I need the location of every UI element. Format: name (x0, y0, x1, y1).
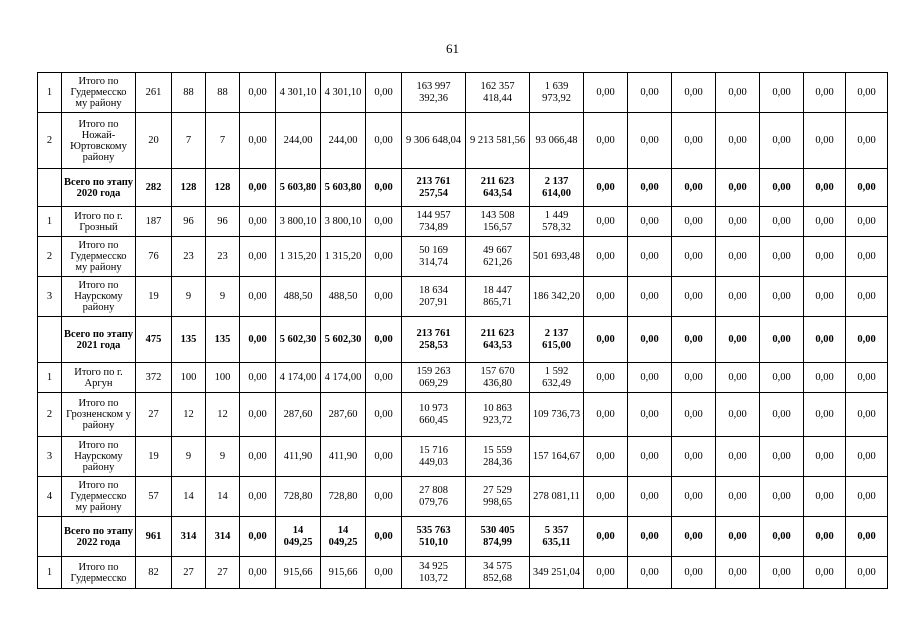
cell-col-10: 159 263 069,29 (402, 363, 466, 393)
cell-col-9: 0,00 (366, 437, 402, 477)
cell-col-12: 157 164,67 (530, 437, 584, 477)
cell-col-11: 157 670 436,80 (466, 363, 530, 393)
cell-col-16: 0,00 (716, 517, 760, 557)
cell-col-4: 7 (172, 113, 206, 169)
cell-col-6: 0,00 (240, 437, 276, 477)
cell-col-18: 0,00 (804, 393, 846, 437)
cell-col-9: 0,00 (366, 169, 402, 207)
cell-col-16: 0,00 (716, 113, 760, 169)
cell-col-5: 100 (206, 363, 240, 393)
cell-col-4: 23 (172, 237, 206, 277)
cell-col-6: 0,00 (240, 237, 276, 277)
page-number: 61 (446, 41, 459, 56)
cell-col-3: 82 (136, 557, 172, 589)
cell-col-14: 0,00 (628, 477, 672, 517)
cell-col-13: 0,00 (584, 517, 628, 557)
cell-col-6: 0,00 (240, 363, 276, 393)
cell-col-15: 0,00 (672, 437, 716, 477)
cell-row-number: 3 (38, 437, 62, 477)
cell-col-16: 0,00 (716, 477, 760, 517)
cell-col-13: 0,00 (584, 477, 628, 517)
cell-col-8: 728,80 (321, 477, 366, 517)
cell-col-17: 0,00 (760, 277, 804, 317)
cell-col-6: 0,00 (240, 73, 276, 113)
cell-col-16: 0,00 (716, 277, 760, 317)
cell-col-8: 14 049,25 (321, 517, 366, 557)
cell-col-5: 314 (206, 517, 240, 557)
cell-col-14: 0,00 (628, 237, 672, 277)
cell-col-16: 0,00 (716, 73, 760, 113)
cell-col-10: 50 169 314,74 (402, 237, 466, 277)
cell-col-9: 0,00 (366, 277, 402, 317)
cell-col-11: 162 357 418,44 (466, 73, 530, 113)
cell-territory-name: Итого по Гудермесско му району (62, 477, 136, 517)
cell-col-7: 14 049,25 (276, 517, 321, 557)
cell-col-11: 211 623 643,53 (466, 317, 530, 363)
cell-territory-name: Всего по этапу 2022 года (62, 517, 136, 557)
cell-col-13: 0,00 (584, 437, 628, 477)
table-row (38, 237, 888, 277)
cell-col-19: 0,00 (846, 113, 888, 169)
cell-row-number: 1 (38, 363, 62, 393)
cell-col-15: 0,00 (672, 363, 716, 393)
cell-territory-name: Итого по г. Грозный (62, 207, 136, 237)
cell-col-16: 0,00 (716, 169, 760, 207)
cell-territory-name: Итого по Наурскому району (62, 437, 136, 477)
cell-col-3: 261 (136, 73, 172, 113)
cell-col-6: 0,00 (240, 477, 276, 517)
cell-col-14: 0,00 (628, 317, 672, 363)
table-row (38, 207, 888, 237)
cell-col-14: 0,00 (628, 277, 672, 317)
cell-col-15: 0,00 (672, 277, 716, 317)
cell-col-10: 535 763 510,10 (402, 517, 466, 557)
cell-col-8: 411,90 (321, 437, 366, 477)
cell-col-10: 15 716 449,03 (402, 437, 466, 477)
cell-row-number (38, 317, 62, 363)
cell-territory-name: Итого по Гудермесско му району (62, 73, 136, 113)
cell-territory-name: Итого по Грозненском у району (62, 393, 136, 437)
cell-col-11: 530 405 874,99 (466, 517, 530, 557)
cell-col-14: 0,00 (628, 517, 672, 557)
cell-col-8: 4 301,10 (321, 73, 366, 113)
cell-col-4: 12 (172, 393, 206, 437)
cell-col-13: 0,00 (584, 113, 628, 169)
cell-col-13: 0,00 (584, 393, 628, 437)
cell-col-7: 5 602,30 (276, 317, 321, 363)
cell-col-15: 0,00 (672, 317, 716, 363)
cell-col-7: 915,66 (276, 557, 321, 589)
cell-territory-name: Итого по г. Аргун (62, 363, 136, 393)
cell-col-17: 0,00 (760, 393, 804, 437)
cell-col-5: 9 (206, 437, 240, 477)
cell-col-8: 5 602,30 (321, 317, 366, 363)
cell-col-17: 0,00 (760, 169, 804, 207)
cell-col-3: 282 (136, 169, 172, 207)
cell-col-18: 0,00 (804, 73, 846, 113)
cell-col-3: 19 (136, 277, 172, 317)
cell-col-17: 0,00 (760, 363, 804, 393)
cell-col-13: 0,00 (584, 317, 628, 363)
cell-col-3: 27 (136, 393, 172, 437)
cell-row-number (38, 517, 62, 557)
cell-col-9: 0,00 (366, 207, 402, 237)
cell-col-13: 0,00 (584, 169, 628, 207)
cell-col-19: 0,00 (846, 277, 888, 317)
cell-col-13: 0,00 (584, 73, 628, 113)
cell-col-9: 0,00 (366, 557, 402, 589)
cell-col-11: 34 575 852,68 (466, 557, 530, 589)
table-row (38, 363, 888, 393)
cell-col-3: 372 (136, 363, 172, 393)
cell-col-18: 0,00 (804, 437, 846, 477)
cell-col-4: 9 (172, 437, 206, 477)
cell-col-15: 0,00 (672, 477, 716, 517)
cell-col-7: 4 174,00 (276, 363, 321, 393)
cell-col-19: 0,00 (846, 477, 888, 517)
cell-col-18: 0,00 (804, 317, 846, 363)
cell-col-17: 0,00 (760, 237, 804, 277)
cell-col-14: 0,00 (628, 437, 672, 477)
cell-col-12: 5 357 635,11 (530, 517, 584, 557)
cell-col-12: 93 066,48 (530, 113, 584, 169)
table-row (38, 113, 888, 169)
cell-col-4: 14 (172, 477, 206, 517)
cell-col-6: 0,00 (240, 393, 276, 437)
cell-col-4: 135 (172, 317, 206, 363)
cell-col-17: 0,00 (760, 477, 804, 517)
cell-col-16: 0,00 (716, 557, 760, 589)
cell-territory-name: Итого по Гудермесско му району (62, 237, 136, 277)
cell-col-5: 9 (206, 277, 240, 317)
cell-col-18: 0,00 (804, 237, 846, 277)
cell-col-9: 0,00 (366, 113, 402, 169)
cell-col-18: 0,00 (804, 517, 846, 557)
cell-col-6: 0,00 (240, 207, 276, 237)
cell-col-4: 96 (172, 207, 206, 237)
cell-col-14: 0,00 (628, 557, 672, 589)
cell-col-14: 0,00 (628, 73, 672, 113)
cell-col-12: 501 693,48 (530, 237, 584, 277)
cell-col-8: 1 315,20 (321, 237, 366, 277)
cell-territory-name: Всего по этапу 2021 года (62, 317, 136, 363)
cell-col-8: 915,66 (321, 557, 366, 589)
cell-col-7: 3 800,10 (276, 207, 321, 237)
cell-col-17: 0,00 (760, 207, 804, 237)
cell-col-10: 213 761 257,54 (402, 169, 466, 207)
cell-col-18: 0,00 (804, 169, 846, 207)
cell-col-5: 135 (206, 317, 240, 363)
cell-col-18: 0,00 (804, 113, 846, 169)
cell-col-6: 0,00 (240, 517, 276, 557)
cell-col-7: 287,60 (276, 393, 321, 437)
cell-col-3: 475 (136, 317, 172, 363)
cell-col-13: 0,00 (584, 363, 628, 393)
cell-col-10: 10 973 660,45 (402, 393, 466, 437)
cell-col-9: 0,00 (366, 477, 402, 517)
cell-col-13: 0,00 (584, 557, 628, 589)
cell-col-13: 0,00 (584, 277, 628, 317)
cell-col-8: 244,00 (321, 113, 366, 169)
cell-col-7: 488,50 (276, 277, 321, 317)
cell-row-number: 3 (38, 277, 62, 317)
cell-row-number: 2 (38, 237, 62, 277)
cell-col-18: 0,00 (804, 363, 846, 393)
cell-col-5: 27 (206, 557, 240, 589)
cell-col-3: 961 (136, 517, 172, 557)
cell-col-9: 0,00 (366, 317, 402, 363)
cell-col-11: 15 559 284,36 (466, 437, 530, 477)
table-row (38, 277, 888, 317)
cell-col-19: 0,00 (846, 237, 888, 277)
cell-col-16: 0,00 (716, 393, 760, 437)
cell-col-15: 0,00 (672, 113, 716, 169)
cell-col-14: 0,00 (628, 169, 672, 207)
cell-col-4: 314 (172, 517, 206, 557)
cell-col-6: 0,00 (240, 557, 276, 589)
table-row (38, 73, 888, 113)
cell-col-9: 0,00 (366, 237, 402, 277)
cell-col-10: 144 957 734,89 (402, 207, 466, 237)
cell-col-3: 19 (136, 437, 172, 477)
data-table (37, 72, 888, 589)
table-row (38, 477, 888, 517)
stage-total-row (38, 517, 888, 557)
cell-col-4: 9 (172, 277, 206, 317)
cell-row-number: 1 (38, 557, 62, 589)
cell-col-15: 0,00 (672, 73, 716, 113)
cell-col-5: 96 (206, 207, 240, 237)
cell-col-12: 109 736,73 (530, 393, 584, 437)
cell-col-10: 34 925 103,72 (402, 557, 466, 589)
cell-col-19: 0,00 (846, 557, 888, 589)
cell-row-number: 4 (38, 477, 62, 517)
cell-col-13: 0,00 (584, 237, 628, 277)
cell-col-8: 4 174,00 (321, 363, 366, 393)
cell-col-17: 0,00 (760, 437, 804, 477)
table-row (38, 557, 888, 589)
cell-col-5: 128 (206, 169, 240, 207)
cell-col-6: 0,00 (240, 277, 276, 317)
cell-row-number: 2 (38, 113, 62, 169)
cell-col-11: 10 863 923,72 (466, 393, 530, 437)
cell-col-15: 0,00 (672, 237, 716, 277)
cell-col-12: 349 251,04 (530, 557, 584, 589)
cell-col-8: 3 800,10 (321, 207, 366, 237)
cell-col-5: 12 (206, 393, 240, 437)
cell-col-7: 728,80 (276, 477, 321, 517)
cell-row-number (38, 169, 62, 207)
cell-territory-name: Итого по Гудермесско (62, 557, 136, 589)
cell-col-3: 20 (136, 113, 172, 169)
cell-col-16: 0,00 (716, 363, 760, 393)
cell-col-15: 0,00 (672, 207, 716, 237)
stage-total-row (38, 317, 888, 363)
cell-col-5: 88 (206, 73, 240, 113)
cell-col-11: 143 508 156,57 (466, 207, 530, 237)
cell-territory-name: Итого по Наурскому району (62, 277, 136, 317)
cell-col-14: 0,00 (628, 113, 672, 169)
cell-row-number: 2 (38, 393, 62, 437)
cell-col-5: 14 (206, 477, 240, 517)
cell-col-15: 0,00 (672, 557, 716, 589)
cell-col-18: 0,00 (804, 207, 846, 237)
cell-col-4: 100 (172, 363, 206, 393)
cell-row-number: 1 (38, 73, 62, 113)
cell-territory-name: Всего по этапу 2020 года (62, 169, 136, 207)
cell-col-10: 213 761 258,53 (402, 317, 466, 363)
cell-col-6: 0,00 (240, 169, 276, 207)
cell-col-7: 1 315,20 (276, 237, 321, 277)
cell-col-17: 0,00 (760, 557, 804, 589)
cell-col-9: 0,00 (366, 363, 402, 393)
cell-territory-name: Итого по Ножай-Юртовскому району (62, 113, 136, 169)
cell-col-3: 57 (136, 477, 172, 517)
cell-col-10: 9 306 648,04 (402, 113, 466, 169)
cell-col-16: 0,00 (716, 237, 760, 277)
cell-col-4: 27 (172, 557, 206, 589)
cell-col-15: 0,00 (672, 517, 716, 557)
cell-col-19: 0,00 (846, 363, 888, 393)
cell-col-12: 186 342,20 (530, 277, 584, 317)
cell-col-12: 1 639 973,92 (530, 73, 584, 113)
cell-row-number: 1 (38, 207, 62, 237)
cell-col-13: 0,00 (584, 207, 628, 237)
cell-col-4: 128 (172, 169, 206, 207)
cell-col-19: 0,00 (846, 393, 888, 437)
cell-col-15: 0,00 (672, 393, 716, 437)
cell-col-9: 0,00 (366, 517, 402, 557)
cell-col-16: 0,00 (716, 437, 760, 477)
cell-col-19: 0,00 (846, 317, 888, 363)
cell-col-8: 287,60 (321, 393, 366, 437)
cell-col-9: 0,00 (366, 73, 402, 113)
cell-col-19: 0,00 (846, 169, 888, 207)
cell-col-3: 76 (136, 237, 172, 277)
cell-col-7: 5 603,80 (276, 169, 321, 207)
cell-col-17: 0,00 (760, 517, 804, 557)
cell-col-12: 1 449 578,32 (530, 207, 584, 237)
cell-col-11: 9 213 581,56 (466, 113, 530, 169)
cell-col-6: 0,00 (240, 113, 276, 169)
cell-col-10: 27 808 079,76 (402, 477, 466, 517)
cell-col-8: 5 603,80 (321, 169, 366, 207)
cell-col-11: 18 447 865,71 (466, 277, 530, 317)
cell-col-12: 2 137 615,00 (530, 317, 584, 363)
cell-col-14: 0,00 (628, 363, 672, 393)
cell-col-10: 18 634 207,91 (402, 277, 466, 317)
cell-col-7: 244,00 (276, 113, 321, 169)
cell-col-7: 4 301,10 (276, 73, 321, 113)
cell-col-12: 278 081,11 (530, 477, 584, 517)
cell-col-11: 49 667 621,26 (466, 237, 530, 277)
cell-col-9: 0,00 (366, 393, 402, 437)
cell-col-12: 1 592 632,49 (530, 363, 584, 393)
cell-col-11: 211 623 643,54 (466, 169, 530, 207)
cell-col-6: 0,00 (240, 317, 276, 363)
cell-col-14: 0,00 (628, 207, 672, 237)
cell-col-18: 0,00 (804, 277, 846, 317)
cell-col-7: 411,90 (276, 437, 321, 477)
cell-col-18: 0,00 (804, 477, 846, 517)
cell-col-17: 0,00 (760, 113, 804, 169)
cell-col-19: 0,00 (846, 73, 888, 113)
cell-col-17: 0,00 (760, 73, 804, 113)
cell-col-15: 0,00 (672, 169, 716, 207)
cell-col-8: 488,50 (321, 277, 366, 317)
cell-col-3: 187 (136, 207, 172, 237)
cell-col-19: 0,00 (846, 437, 888, 477)
table-row (38, 437, 888, 477)
table-row (38, 393, 888, 437)
cell-col-19: 0,00 (846, 517, 888, 557)
cell-col-11: 27 529 998,65 (466, 477, 530, 517)
cell-col-10: 163 997 392,36 (402, 73, 466, 113)
stage-total-row (38, 169, 888, 207)
cell-col-12: 2 137 614,00 (530, 169, 584, 207)
cell-col-5: 23 (206, 237, 240, 277)
cell-col-18: 0,00 (804, 557, 846, 589)
cell-col-14: 0,00 (628, 393, 672, 437)
cell-col-16: 0,00 (716, 317, 760, 363)
cell-col-17: 0,00 (760, 317, 804, 363)
cell-col-19: 0,00 (846, 207, 888, 237)
cell-col-16: 0,00 (716, 207, 760, 237)
cell-col-4: 88 (172, 73, 206, 113)
cell-col-5: 7 (206, 113, 240, 169)
